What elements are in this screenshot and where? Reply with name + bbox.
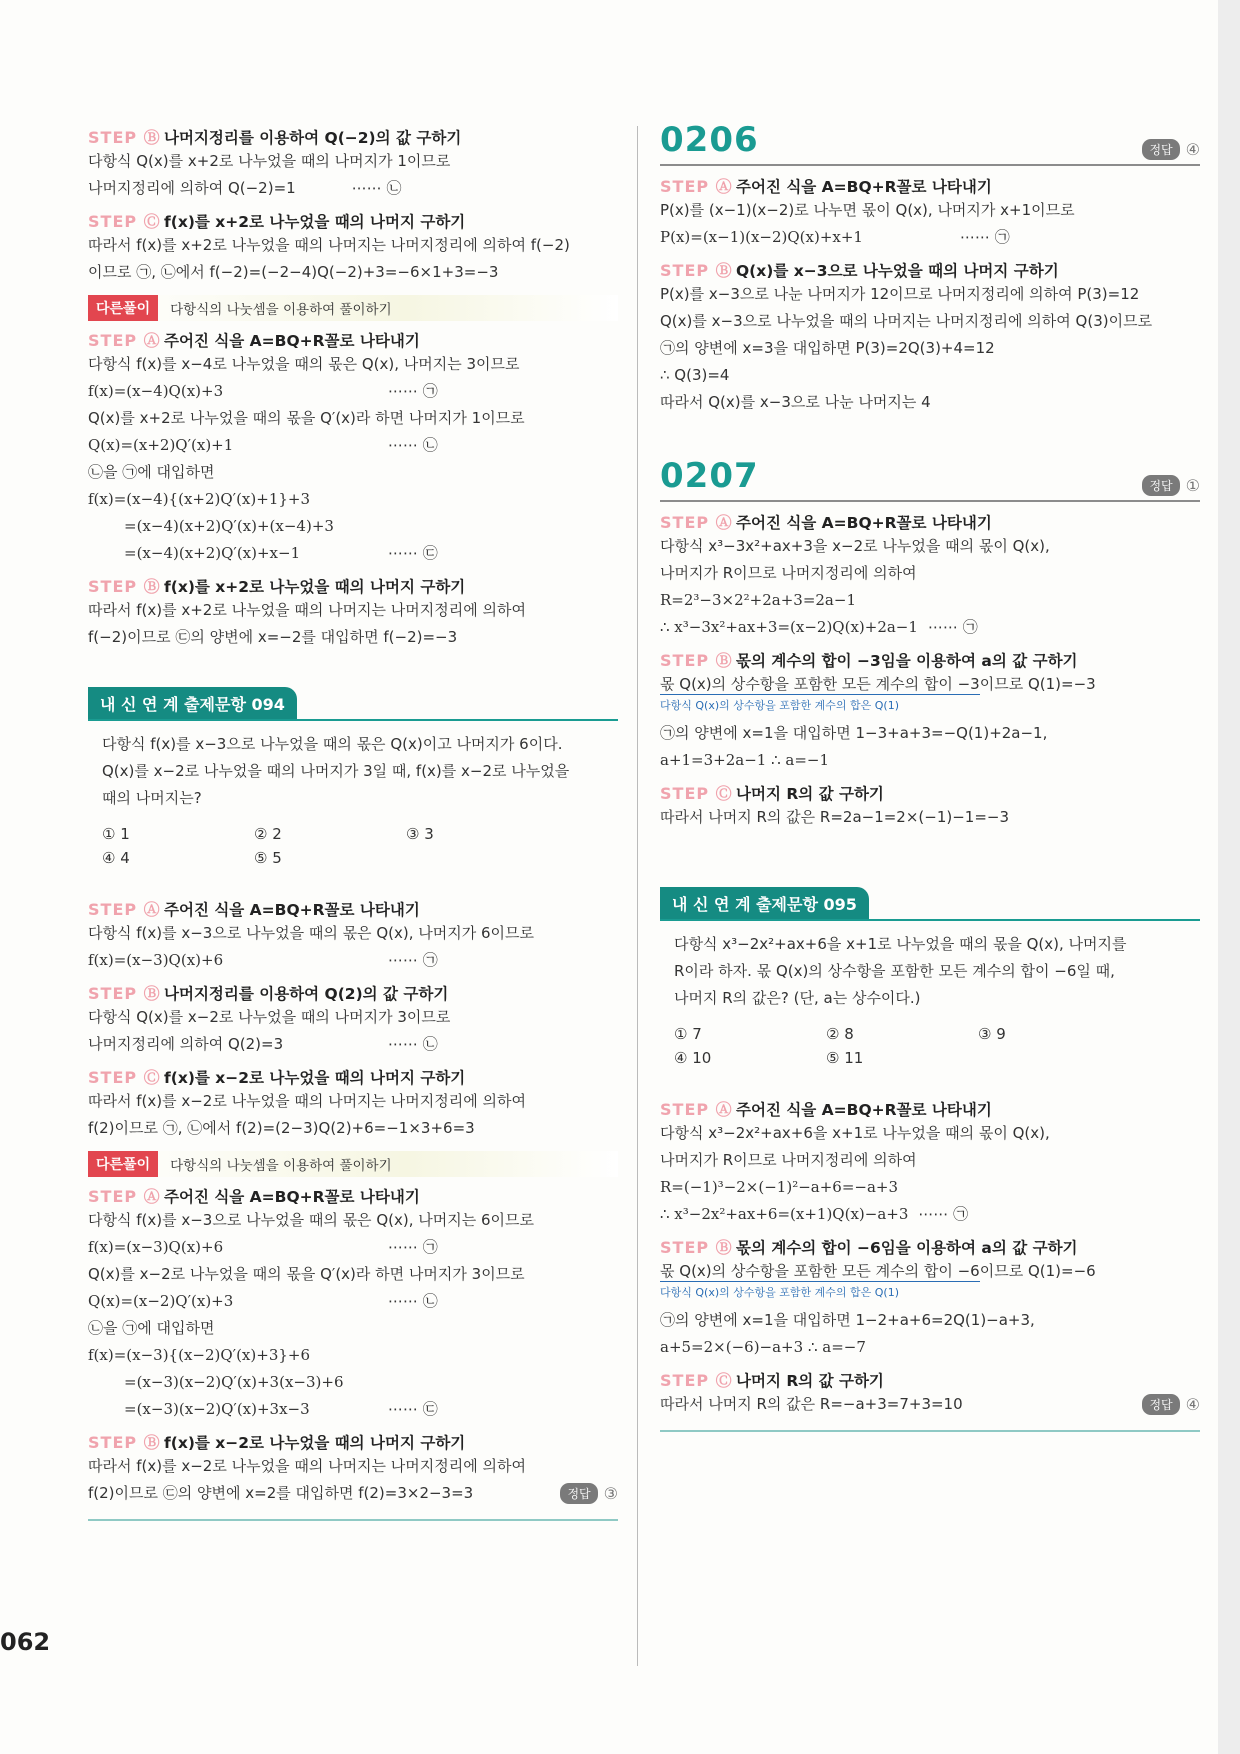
equation: =(x−4)(x+2)Q′(x)+(x−4)+3 bbox=[124, 517, 334, 535]
question-line: Q(x)를 x−2로 나누었을 때의 나머지가 3일 때, f(x)를 x−2로 나누었을 bbox=[102, 762, 570, 780]
text-line: 다항식 f(x)를 x−3으로 나누었을 때의 몫은 Q(x), 나머지가 6이므로 bbox=[88, 924, 534, 942]
text-line bbox=[660, 1258, 1200, 1285]
text-line: 따라서 f(x)를 x−2로 나누었을 때의 나머지는 나머지정리에 의하여 bbox=[88, 1457, 526, 1475]
step-title: 주어진 식을 A=BQ+R꼴로 나타내기 bbox=[164, 1187, 420, 1206]
equation: a+5=2×(−6)−a+3 ∴ a=−7 bbox=[660, 1338, 866, 1356]
answer-badge bbox=[560, 1483, 618, 1504]
step-tag: STEP Ⓒ bbox=[88, 1068, 161, 1087]
linked-problem-header bbox=[88, 687, 618, 721]
answer-label: 정답 bbox=[1142, 475, 1179, 496]
page-number: 062 bbox=[0, 1628, 51, 1656]
step-title: Q(x)를 x−3으로 나누었을 때의 나머지 구하기 bbox=[736, 261, 1059, 280]
equation: Q(x)=(x−2)Q′(x)+3 bbox=[88, 1292, 234, 1310]
step-title: 몫의 계수의 합이 −6임을 이용하여 a의 값 구하기 bbox=[736, 1238, 1078, 1257]
equation: f(x)=(x−4)Q(x)+3 bbox=[88, 382, 224, 400]
text-line: 나머지정리에 의하여 Q(2)=3 bbox=[88, 1035, 284, 1053]
problem-header bbox=[660, 120, 1200, 166]
answer-badge bbox=[1142, 139, 1200, 160]
text-line: 나머지가 R이므로 나머지정리에 의하여 bbox=[660, 564, 917, 582]
step-header bbox=[88, 981, 618, 1004]
answer-badge bbox=[1142, 475, 1200, 496]
step-title: f(x)를 x+2로 나누었을 때의 나머지 구하기 bbox=[164, 577, 466, 596]
step-header bbox=[88, 125, 618, 148]
step-tag: STEP Ⓑ bbox=[660, 651, 733, 670]
equation: f(x)=(x−3){(x−2)Q′(x)+3}+6 bbox=[88, 1346, 311, 1364]
alternative-solution-header bbox=[88, 295, 618, 321]
equation-mark: ⋯⋯ ㉠ bbox=[388, 1238, 438, 1256]
text-line: 따라서 Q(x)를 x−3으로 나눈 나머지는 4 bbox=[660, 393, 931, 411]
text-line bbox=[88, 378, 618, 405]
final-line bbox=[88, 1480, 618, 1507]
choice: ⑤ 11 bbox=[826, 1049, 864, 1067]
step-tag: STEP Ⓐ bbox=[88, 331, 161, 350]
text-line: Q(x)를 x−3으로 나누었을 때의 나머지는 나머지정리에 의하여 Q(3)이므로 bbox=[660, 312, 1153, 330]
step-header bbox=[660, 510, 1200, 533]
text-line bbox=[88, 1288, 618, 1315]
problem-number: 0206 bbox=[660, 120, 759, 160]
equation: R=2³−3×2²+2a+3=2a−1 bbox=[660, 591, 856, 609]
step-tag: STEP Ⓑ bbox=[660, 261, 733, 280]
step-header bbox=[660, 1368, 1200, 1391]
text-line: 다항식 x³−3x²+ax+3을 x−2로 나누었을 때의 몫이 Q(x), bbox=[660, 537, 1050, 555]
alternative-title: 다항식의 나눗셈을 이용하여 풀이하기 bbox=[170, 302, 392, 318]
step-title: 나머지 R의 값 구하기 bbox=[736, 784, 884, 803]
question-line: 다항식 f(x)를 x−3으로 나누었을 때의 몫은 Q(x)이고 나머지가 6이다. bbox=[102, 735, 563, 753]
text-line: 다항식 f(x)를 x−3으로 나누었을 때의 몫은 Q(x), 나머지는 6이므로 bbox=[88, 1211, 534, 1229]
step-tag: STEP Ⓑ bbox=[88, 577, 161, 596]
text-line: 따라서 f(x)를 x−2로 나누었을 때의 나머지는 나머지정리에 의하여 bbox=[88, 1092, 526, 1110]
hint-note: 다항식 Q(x)의 상수항을 포함한 계수의 합은 Q(1) bbox=[660, 1286, 899, 1299]
equation-mark: ⋯⋯ ㉡ bbox=[388, 1035, 438, 1053]
page-edge bbox=[1218, 0, 1240, 1754]
step-tag: STEP Ⓒ bbox=[88, 212, 161, 231]
text-line bbox=[88, 1396, 618, 1423]
step-title: f(x)를 x−2로 나누었을 때의 나머지 구하기 bbox=[164, 1068, 466, 1087]
step-tag: STEP Ⓒ bbox=[660, 1371, 733, 1390]
answer-value: ③ bbox=[603, 1484, 618, 1503]
text-line: 이므로 Q(1)=−3 bbox=[979, 675, 1096, 693]
alternative-badge: 다른풀이 bbox=[88, 1151, 158, 1177]
answer-label: 정답 bbox=[1142, 139, 1179, 160]
step-header bbox=[88, 1184, 618, 1207]
text-line: 다항식 Q(x)를 x−2로 나누었을 때의 나머지가 3이므로 bbox=[88, 1008, 451, 1026]
step-title: f(x)를 x+2로 나누었을 때의 나머지 구하기 bbox=[164, 212, 466, 231]
text-line bbox=[88, 175, 618, 202]
step-title: 주어진 식을 A=BQ+R꼴로 나타내기 bbox=[164, 331, 420, 350]
step-header bbox=[660, 1097, 1200, 1120]
equation: R=(−1)³−2×(−1)²−a+6=−a+3 bbox=[660, 1178, 899, 1196]
text-line bbox=[660, 224, 1200, 251]
answer-value: ① bbox=[1185, 476, 1200, 495]
text-line: f(2)이므로 ㉢의 양변에 x=2를 대입하면 f(2)=3×2−3=3 bbox=[88, 1484, 474, 1502]
equation: ∴ x³−3x²+ax+3=(x−2)Q(x)+2a−1 bbox=[660, 618, 918, 636]
step-title: 나머지정리를 이용하여 Q(2)의 값 구하기 bbox=[164, 984, 449, 1003]
step-title: f(x)를 x−2로 나누었을 때의 나머지 구하기 bbox=[164, 1433, 466, 1452]
equation-mark: ⋯⋯ ㉡ bbox=[388, 436, 438, 454]
alternative-solution-header bbox=[88, 1151, 618, 1177]
right-column bbox=[660, 120, 1200, 1432]
text-line: f(2)이므로 ㉠, ㉡에서 f(2)=(2−3)Q(2)+6=−1×3+6=3 bbox=[88, 1119, 475, 1137]
section-end-line bbox=[660, 1430, 1200, 1432]
step-title: 주어진 식을 A=BQ+R꼴로 나타내기 bbox=[164, 900, 420, 919]
step-tag: STEP Ⓑ bbox=[660, 1238, 733, 1257]
step-title: 주어진 식을 A=BQ+R꼴로 나타내기 bbox=[736, 513, 992, 532]
step-header bbox=[660, 781, 1200, 804]
choice: ④ 4 bbox=[102, 849, 130, 867]
answer-label: 정답 bbox=[1142, 1394, 1179, 1415]
step-title: 나머지정리를 이용하여 Q(−2)의 값 구하기 bbox=[164, 128, 462, 147]
equation: f(x)=(x−3)Q(x)+6 bbox=[88, 951, 224, 969]
text-line: ㉡을 ㉠에 대입하면 bbox=[88, 463, 215, 481]
choice: ① 7 bbox=[674, 1025, 702, 1043]
step-header bbox=[660, 174, 1200, 197]
text-line: 따라서 나머지 R의 값은 R=2a−1=2×(−1)−1=−3 bbox=[660, 808, 1010, 826]
hint-note: 다항식 Q(x)의 상수항을 포함한 계수의 합은 Q(1) bbox=[660, 699, 899, 712]
step-tag: STEP Ⓐ bbox=[660, 177, 733, 196]
step-tag: STEP Ⓑ bbox=[88, 128, 161, 147]
text-line bbox=[88, 540, 618, 567]
equation: =(x−3)(x−2)Q′(x)+3x−3 bbox=[124, 1400, 310, 1418]
choice: ② 2 bbox=[254, 825, 282, 843]
text-line: 이므로 ㉠, ㉡에서 f(−2)=(−2−4)Q(−2)+3=−6×1+3=−3 bbox=[88, 263, 499, 281]
answer-choices bbox=[88, 822, 618, 870]
equation: f(x)=(x−3)Q(x)+6 bbox=[88, 1238, 224, 1256]
text-line: f(−2)이므로 ㉢의 양변에 x=−2를 대입하면 f(−2)=−3 bbox=[88, 628, 458, 646]
answer-choices bbox=[660, 1022, 1200, 1070]
answer-value: ④ bbox=[1185, 1395, 1200, 1414]
text-line bbox=[88, 1031, 618, 1058]
equation-mark: ⋯⋯ ㉡ bbox=[388, 1292, 438, 1310]
column-divider bbox=[637, 126, 638, 1666]
text-line: 나머지가 R이므로 나머지정리에 의하여 bbox=[660, 1151, 917, 1169]
question-line: R이라 하자. 몫 Q(x)의 상수항을 포함한 모든 계수의 합이 −6일 때, bbox=[674, 962, 1115, 980]
step-header bbox=[88, 328, 618, 351]
text-line bbox=[660, 1201, 1200, 1228]
step-tag: STEP Ⓐ bbox=[660, 513, 733, 532]
equation-mark: ⋯⋯ ㉠ bbox=[388, 951, 438, 969]
question-line: 때의 나머지는? bbox=[102, 789, 202, 807]
step-header bbox=[660, 648, 1200, 671]
equation: P(x)=(x−1)(x−2)Q(x)+x+1 bbox=[660, 228, 863, 246]
step-tag: STEP Ⓐ bbox=[88, 1187, 161, 1206]
step-header bbox=[88, 209, 618, 232]
step-tag: STEP Ⓐ bbox=[660, 1100, 733, 1119]
answer-value: ④ bbox=[1185, 140, 1200, 159]
equation: Q(x)=(x+2)Q′(x)+1 bbox=[88, 436, 234, 454]
text-line bbox=[660, 671, 1200, 698]
text-line: 나머지정리에 의하여 Q(−2)=1 bbox=[88, 179, 296, 197]
equation: =(x−4)(x+2)Q′(x)+x−1 bbox=[124, 544, 301, 562]
problem-header bbox=[660, 456, 1200, 502]
left-column bbox=[88, 118, 618, 1521]
step-tag: STEP Ⓒ bbox=[660, 784, 733, 803]
question-line: 나머지 R의 값은? (단, a는 상수이다.) bbox=[674, 989, 921, 1007]
linked-problem-header bbox=[660, 887, 1200, 921]
choice: ② 8 bbox=[826, 1025, 854, 1043]
text-line: Q(x)를 x+2로 나누었을 때의 몫을 Q′(x)라 하면 나머지가 1이므로 bbox=[88, 409, 525, 427]
final-line bbox=[660, 1391, 1200, 1418]
alternative-badge: 다른풀이 bbox=[88, 295, 158, 321]
text-line: 이므로 Q(1)=−6 bbox=[979, 1262, 1096, 1280]
equation-mark: ⋯⋯ ㉡ bbox=[351, 179, 402, 197]
equation-mark: ⋯⋯ ㉠ bbox=[388, 382, 438, 400]
equation: f(x)=(x−4){(x+2)Q′(x)+1}+3 bbox=[88, 490, 311, 508]
step-title: 나머지 R의 값 구하기 bbox=[736, 1371, 884, 1390]
alternative-title: 다항식의 나눗셈을 이용하여 풀이하기 bbox=[170, 1158, 392, 1174]
equation-mark: ⋯⋯ ㉢ bbox=[388, 544, 438, 562]
step-header bbox=[660, 258, 1200, 281]
text-line: P(x)를 x−3으로 나눈 나머지가 12이므로 나머지정리에 의하여 P(3)=12 bbox=[660, 285, 1140, 303]
text-line: Q(x)를 x−2로 나누었을 때의 몫을 Q′(x)라 하면 나머지가 3이므로 bbox=[88, 1265, 525, 1283]
choice: ① 1 bbox=[102, 825, 130, 843]
question-line: 다항식 x³−2x²+ax+6을 x+1로 나누었을 때의 몫을 Q(x), 나머지를 bbox=[674, 935, 1127, 953]
equation: =(x−3)(x−2)Q′(x)+3(x−3)+6 bbox=[124, 1373, 344, 1391]
answer-label: 정답 bbox=[560, 1483, 597, 1504]
step-title: 주어진 식을 A=BQ+R꼴로 나타내기 bbox=[736, 1100, 992, 1119]
equation-mark: ⋯⋯ ㉠ bbox=[927, 618, 978, 636]
choice: ④ 10 bbox=[674, 1049, 712, 1067]
step-header bbox=[88, 1430, 618, 1453]
text-line bbox=[88, 947, 618, 974]
text-line: ㉡을 ㉠에 대입하면 bbox=[88, 1319, 215, 1337]
text-line: 다항식 f(x)를 x−4로 나누었을 때의 몫은 Q(x), 나머지는 3이므로 bbox=[88, 355, 520, 373]
text-line: ㉠의 양변에 x=1을 대입하면 1−2+a+6=2Q(1)−a+3, bbox=[660, 1311, 1035, 1329]
underlined-phrase: 몫 Q(x)의 상수항을 포함한 모든 계수의 합이 −3 bbox=[660, 675, 980, 693]
text-line: ∴ Q(3)=4 bbox=[660, 366, 730, 384]
step-tag: STEP Ⓑ bbox=[88, 984, 161, 1003]
linked-problem-badge: 내 신 연 계 출제문항 095 bbox=[660, 887, 869, 919]
section-end-line bbox=[88, 1519, 618, 1521]
underlined-phrase: 몫 Q(x)의 상수항을 포함한 모든 계수의 합이 −6 bbox=[660, 1262, 980, 1280]
text-line: P(x)를 (x−1)(x−2)로 나누면 몫이 Q(x), 나머지가 x+1이므로 bbox=[660, 201, 1075, 219]
step-header bbox=[88, 1065, 618, 1088]
equation-mark: ⋯⋯ ㉠ bbox=[960, 228, 1010, 246]
choice: ③ 9 bbox=[978, 1025, 1006, 1043]
step-header bbox=[88, 897, 618, 920]
equation: a+1=3+2a−1 ∴ a=−1 bbox=[660, 751, 830, 769]
choice: ③ 3 bbox=[406, 825, 434, 843]
text-line bbox=[88, 432, 618, 459]
text-line: 따라서 나머지 R의 값은 R=−a+3=7+3=10 bbox=[660, 1395, 963, 1413]
equation-mark: ⋯⋯ ㉠ bbox=[918, 1205, 969, 1223]
text-line: 따라서 f(x)를 x+2로 나누었을 때의 나머지는 나머지정리에 의하여 bbox=[88, 601, 526, 619]
text-line bbox=[88, 1234, 618, 1261]
text-line: 다항식 x³−2x²+ax+6을 x+1로 나누었을 때의 몫이 Q(x), bbox=[660, 1124, 1050, 1142]
linked-problem-badge: 내 신 연 계 출제문항 094 bbox=[88, 687, 297, 719]
text-line: ㉠의 양변에 x=3을 대입하면 P(3)=2Q(3)+4=12 bbox=[660, 339, 995, 357]
step-header bbox=[660, 1235, 1200, 1258]
step-tag: STEP Ⓐ bbox=[88, 900, 161, 919]
step-title: 몫의 계수의 합이 −3임을 이용하여 a의 값 구하기 bbox=[736, 651, 1078, 670]
step-title: 주어진 식을 A=BQ+R꼴로 나타내기 bbox=[736, 177, 992, 196]
problem-number: 0207 bbox=[660, 456, 759, 496]
text-line: 다항식 Q(x)를 x+2로 나누었을 때의 나머지가 1이므로 bbox=[88, 152, 451, 170]
text-line: ㉠의 양변에 x=1을 대입하면 1−3+a+3=−Q(1)+2a−1, bbox=[660, 724, 1048, 742]
linked-problem bbox=[660, 931, 1200, 1012]
choice: ⑤ 5 bbox=[254, 849, 282, 867]
text-line bbox=[660, 614, 1200, 641]
step-tag: STEP Ⓑ bbox=[88, 1433, 161, 1452]
linked-problem bbox=[88, 731, 618, 812]
text-line: 따라서 f(x)를 x+2로 나누었을 때의 나머지는 나머지정리에 의하여 f(−2) bbox=[88, 236, 570, 254]
equation-mark: ⋯⋯ ㉢ bbox=[388, 1400, 438, 1418]
equation: ∴ x³−2x²+ax+6=(x+1)Q(x)−a+3 bbox=[660, 1205, 909, 1223]
step-header bbox=[88, 574, 618, 597]
answer-badge bbox=[1142, 1394, 1200, 1415]
